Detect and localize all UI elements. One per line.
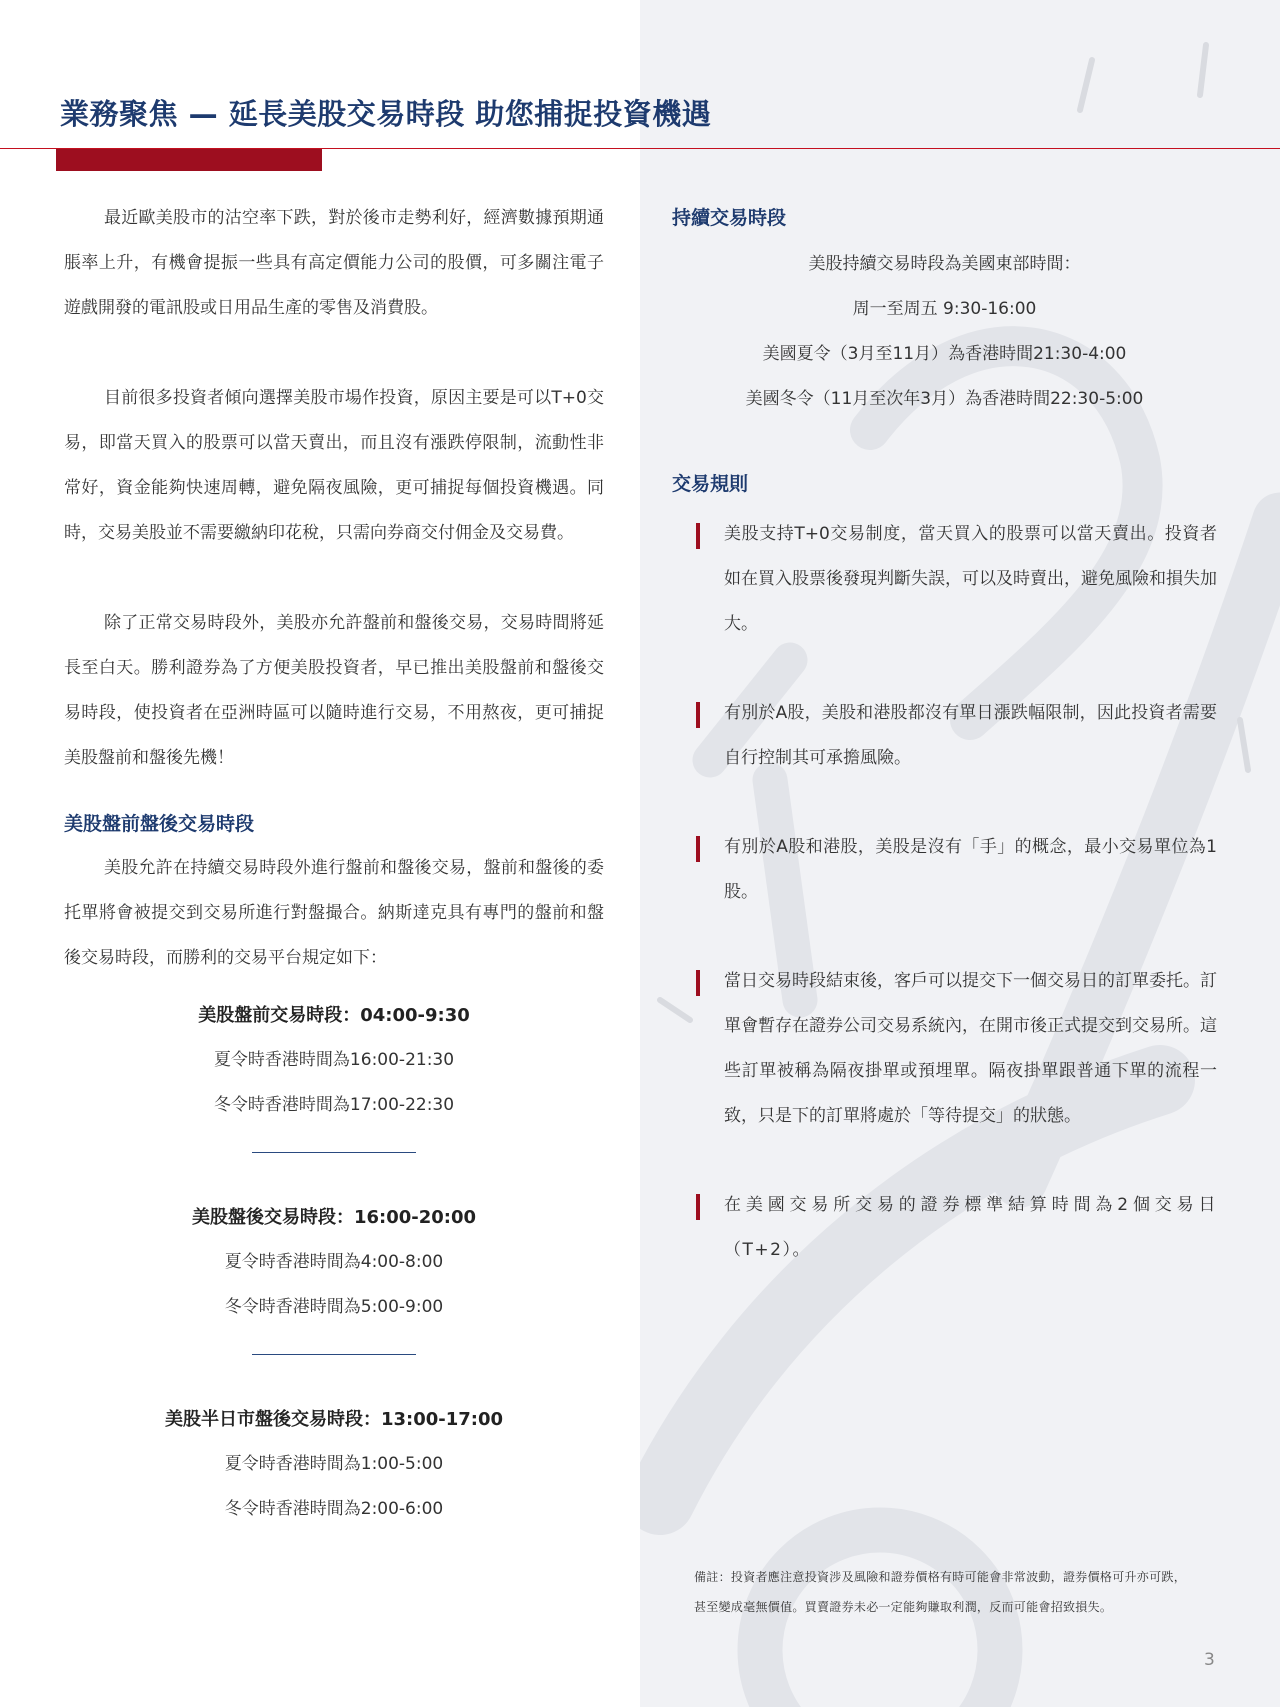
continuous-hours-heading: 持續交易時段 — [672, 207, 787, 229]
rule-item — [672, 825, 1217, 915]
page-number: 3 — [1204, 1650, 1215, 1670]
rule-text: 當日交易時段結束後，客戶可以提交下一個交易日的訂單委托。訂單會暫存在證券公司交易系統內，在開市後正式提交到交易所。這些訂單被稱為隔夜掛單或預埋單。隔夜掛單跟普通下單的流程一致，只是下的訂單將處於「等待提交」的狀態。 — [724, 971, 1217, 1126]
continuous-hours-line: 美股持續交易時段為美國東部時間： — [808, 254, 1081, 274]
session-divider — [252, 1354, 416, 1355]
premarket-session — [64, 993, 604, 1128]
rule-text: 有別於A股和港股，美股是沒有「手」的概念，最小交易單位為1股。 — [724, 837, 1217, 902]
disclaimer-line: 備註：投資者應注意投資涉及風險和證券價格有時可能會非常波動，證券價格可升亦可跌， — [694, 1570, 1187, 1584]
rule-marker — [696, 970, 700, 996]
rule-marker — [696, 1194, 700, 1220]
session-summer-time: 夏令時香港時間為4:00-8:00 — [224, 1252, 444, 1272]
trading-rules-heading: 交易規則 — [672, 473, 749, 495]
rule-text: 在美國交易所交易的證券標準結算時間為2個交易日（T+2）。 — [724, 1195, 1217, 1260]
extended-hours-intro: 美股允許在持續交易時段外進行盤前和盤後交易，盤前和盤後的委托單將會被提交到交易所進行對盤撮合。納斯達克具有專門的盤前和盤後交易時段，而勝利的交易平台規定如下： — [64, 858, 604, 968]
session-title: 美股盤後交易時段：16:00-20:00 — [191, 1207, 477, 1228]
rule-marker — [696, 523, 700, 549]
rule-item — [672, 1183, 1217, 1273]
disclaimer-note — [694, 1562, 1234, 1622]
session-divider — [252, 1152, 416, 1153]
session-title: 美股盤前交易時段：04:00-9:30 — [198, 1005, 470, 1026]
rule-text: 美股支持T+0交易制度，當天買入的股票可以當天賣出。投資者如在買入股票後發現判斷失誤，可以及時賣出，避免風險和損失加大。 — [724, 524, 1217, 634]
right-column — [672, 196, 1217, 1317]
intro-paragraph-3: 除了正常交易時段外，美股亦允許盤前和盤後交易，交易時間將延長至白天。勝利證券為了方便美股投資者，早已推出美股盤前和盤後交易時段，使投資者在亞洲時區可以隨時進行交易，不用熬夜，更可捕捉美股盤前和盤後先機！ — [64, 613, 604, 768]
continuous-hours-line: 周一至周五 9:30-16:00 — [852, 299, 1037, 319]
continuous-hours-block — [672, 242, 1217, 422]
halfday-afterhours-session — [64, 1397, 604, 1532]
afterhours-session — [64, 1195, 604, 1330]
rule-marker — [696, 836, 700, 862]
rule-text: 有別於A股，美股和港股都沒有單日漲跌幅限制，因此投資者需要自行控制其可承擔風險。 — [724, 703, 1217, 768]
title-accent-bar — [56, 149, 322, 171]
session-winter-time: 冬令時香港時間為17:00-22:30 — [213, 1095, 455, 1115]
rule-item — [672, 512, 1217, 647]
session-winter-time: 冬令時香港時間為2:00-6:00 — [224, 1499, 444, 1519]
disclaimer-line: 甚至變成毫無價值。買賣證券未必一定能夠賺取利潤，反而可能會招致損失。 — [694, 1600, 1113, 1614]
session-summer-time: 夏令時香港時間為16:00-21:30 — [213, 1050, 455, 1070]
rule-item — [672, 691, 1217, 781]
rule-marker — [696, 702, 700, 728]
session-winter-time: 冬令時香港時間為5:00-9:00 — [224, 1297, 444, 1317]
intro-paragraph-1: 最近歐美股市的沽空率下跌，對於後市走勢利好，經濟數據預期通脹率上升，有機會提振一些具有高定價能力公司的股價，可多關注電子遊戲開發的電訊股或日用品生產的零售及消費股。 — [64, 208, 604, 318]
session-title: 美股半日市盤後交易時段：13:00-17:00 — [164, 1409, 504, 1430]
session-summer-time: 夏令時香港時間為1:00-5:00 — [224, 1454, 444, 1474]
continuous-hours-line: 美國夏令（3月至11月）為香港時間21:30-4:00 — [762, 344, 1127, 364]
extended-hours-heading: 美股盤前盤後交易時段 — [64, 813, 255, 835]
rule-item — [672, 959, 1217, 1139]
intro-paragraph-2: 目前很多投資者傾向選擇美股市場作投資，原因主要是可以T+0交易，即當天買入的股票可以當天賣出，而且沒有漲跌停限制，流動性非常好，資金能夠快速周轉，避免隔夜風險，更可捕捉每個投資機遇。同時，交易美股並不需要繳納印花稅，只需向券商交付佣金及交易費。 — [64, 388, 604, 543]
page-title: 業務聚焦 — 延長美股交易時段 助您捕捉投資機遇 — [60, 97, 712, 131]
left-column — [64, 196, 604, 1532]
continuous-hours-line: 美國冬令（11月至次年3月）為香港時間22:30-5:00 — [745, 389, 1144, 409]
